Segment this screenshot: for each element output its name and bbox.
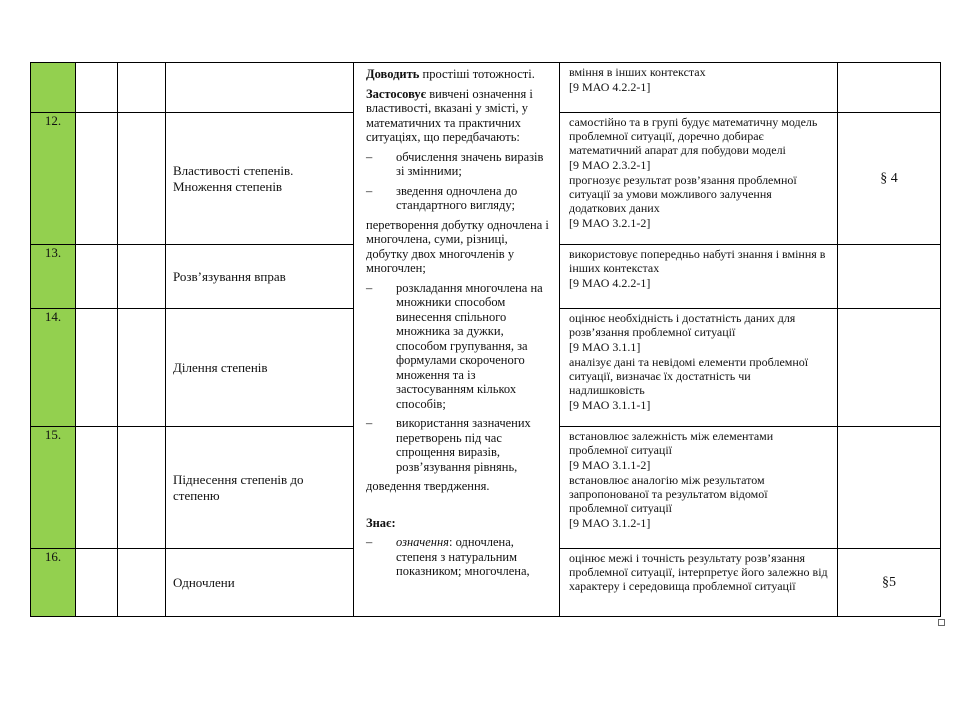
curriculum-table-wrapper: [30, 62, 940, 616]
dash-mark: –: [366, 149, 373, 164]
row-number: 12.: [31, 113, 76, 245]
table-row: [31, 63, 941, 113]
row-number: 14.: [31, 309, 76, 427]
blank-cell: [118, 245, 166, 309]
dash-mark: –: [366, 535, 373, 549]
paragraph-cell: [838, 427, 941, 549]
outcome-code: [9 МАО 3.1.1-1]: [569, 398, 651, 412]
outcome-text: вміння в інших контекстах: [569, 65, 706, 79]
outcomes-cell: [560, 549, 838, 617]
outcomes-cell: [560, 245, 838, 309]
outcomes-cell: [560, 309, 838, 427]
paragraph-cell: § 4: [838, 113, 941, 245]
outcome-code: [9 МАО 3.1.1-2]: [569, 458, 651, 472]
req-verb-knows: Знає: [366, 515, 392, 530]
topic-cell: Властивості степенів. Множення степенів: [166, 113, 354, 245]
req-item: доведення твердження.: [366, 479, 490, 493]
topic-cell: Розв’язування вправ: [166, 245, 354, 309]
topic-cell: Піднесення степенів до степеню: [166, 427, 354, 549]
outcome-text: встановлює аналогію між результатом запропонованої та результатом відомої проблемної ситуації: [569, 473, 768, 515]
blank-cell: [118, 63, 166, 113]
topic-cell: [166, 63, 354, 113]
outcome-code: [9 МАО 4.2.2-1]: [569, 80, 651, 94]
outcome-code: [9 МАО 3.1.1]: [569, 340, 641, 354]
req-verb-applies: Застосовує: [366, 86, 427, 101]
dash-mark: –: [366, 416, 373, 430]
outcome-text: оцінює межі і точність результату розв’язання проблемної ситуації, інтерпретує його залежно від характеру і середовища проблемної ситуації: [569, 551, 828, 593]
paragraph-cell: [838, 309, 941, 427]
row-number: 13.: [31, 245, 76, 309]
blank-cell: [76, 245, 118, 309]
blank-cell: [76, 427, 118, 549]
outcome-text: прогнозує результат розв’язання проблемної ситуації за умови можливого залучення додаткових даних: [569, 173, 797, 215]
req-item: використання зазначених перетворень під час спрощення виразів, розв’язування рівнянь,: [396, 416, 531, 474]
paragraph-cell: [838, 63, 941, 113]
outcome-code: [9 МАО 3.2.1-2]: [569, 216, 651, 230]
outcomes-cell: [560, 113, 838, 245]
requirements-cell: [354, 63, 560, 617]
row-number: 15.: [31, 427, 76, 549]
req-text: простіші тотожності.: [419, 67, 535, 81]
row-number: [31, 63, 76, 113]
req-item: зведення одночлена до стандартного вигляду;: [396, 183, 518, 212]
topic-cell: Одночлени: [166, 549, 354, 617]
req-item: розкладання многочлена на множники способом винесення спільного множника за дужки, способом групування, за формулами скороченого множення та із застосуванням кількох способів;: [396, 280, 543, 411]
req-text: вивчені означення і властивості, вказані у змісті, у математичних та практичних ситуаціях, що передбачають:: [366, 86, 533, 144]
outcome-code: [9 МАО 2.3.2-1]: [569, 158, 651, 172]
blank-cell: [118, 549, 166, 617]
dash-mark: –: [366, 280, 373, 295]
topic-cell: Ділення степенів: [166, 309, 354, 427]
resize-handle-marker: [938, 619, 945, 626]
paragraph-cell: [838, 245, 941, 309]
blank-cell: [76, 63, 118, 113]
outcome-text: використовує попередньо набуті знання і вміння в інших контекстах: [569, 247, 826, 275]
req-item: : одночлена, степеня з натуральним показником; многочлена,: [396, 535, 530, 578]
blank-cell: [76, 113, 118, 245]
req-verb-proves: Доводить: [366, 67, 420, 81]
curriculum-table: [30, 62, 941, 617]
outcomes-cell: [560, 63, 838, 113]
outcome-text: встановлює залежність між елементами проблемної ситуації: [569, 429, 774, 457]
dash-mark: –: [366, 183, 373, 198]
outcome-code: [9 МАО 3.1.2-1]: [569, 516, 651, 530]
outcome-text: оцінює необхідність і достатність даних для розв’язання проблемної ситуації: [569, 311, 796, 339]
outcome-code: [9 МАО 4.2.2-1]: [569, 276, 651, 290]
blank-cell: [118, 113, 166, 245]
blank-cell: [76, 549, 118, 617]
req-definition-label: означення: [396, 535, 449, 549]
row-number: 16.: [31, 549, 76, 617]
blank-cell: [76, 309, 118, 427]
req-colon: :: [391, 515, 396, 530]
req-item: перетворення добутку одночлена і многочлена, суми, різниці, добутку двох многочленів у многочлен;: [366, 217, 549, 275]
blank-cell: [118, 427, 166, 549]
outcome-text: аналізує дані та невідомі елементи проблемної ситуації, визначає їх достатність чи надлишковість: [569, 355, 809, 397]
paragraph-cell: §5: [838, 549, 941, 617]
blank-cell: [118, 309, 166, 427]
req-item: обчислення значень виразів зі змінними;: [396, 149, 544, 178]
outcomes-cell: [560, 427, 838, 549]
outcome-text: самостійно та в групі будує математичну модель проблемної ситуації, доречно добирає математичний апарат для побудови моделі: [569, 115, 818, 157]
